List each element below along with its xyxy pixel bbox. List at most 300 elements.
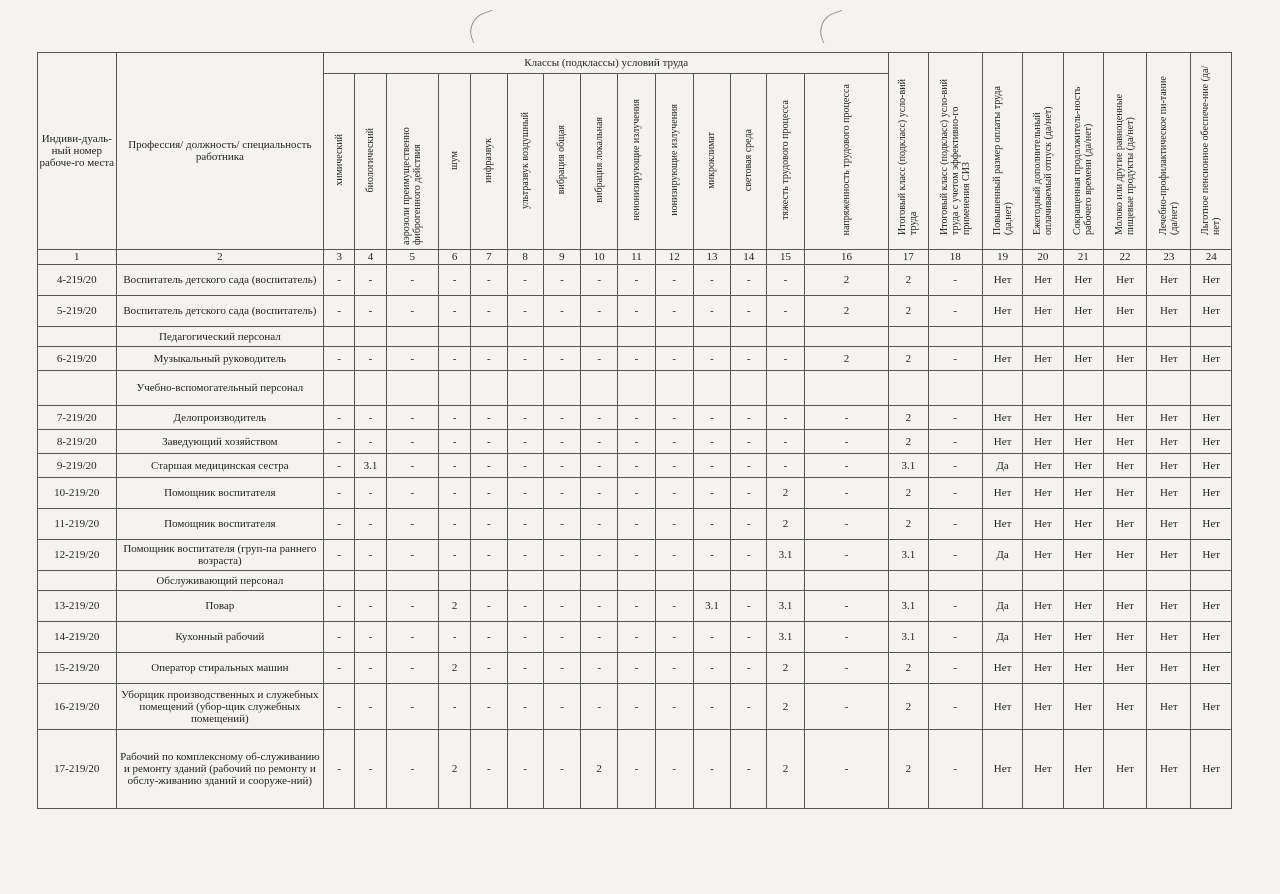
table-cell: 3.1 bbox=[767, 591, 804, 622]
header-factor: вибрация локальная bbox=[581, 74, 618, 250]
table-cell: - bbox=[507, 730, 543, 809]
table-cell: - bbox=[581, 509, 618, 540]
table-cell: - bbox=[355, 347, 386, 371]
header-factor: микроклимат bbox=[693, 74, 730, 250]
table-cell: - bbox=[471, 454, 507, 478]
table-cell: - bbox=[731, 540, 767, 571]
table-cell: - bbox=[804, 430, 889, 454]
table-cell bbox=[507, 327, 543, 347]
table-cell: - bbox=[693, 454, 730, 478]
table-cell: 3.1 bbox=[889, 454, 928, 478]
table-row bbox=[38, 478, 1232, 509]
table-cell bbox=[1063, 571, 1103, 591]
table-cell bbox=[731, 327, 767, 347]
table-cell bbox=[1023, 371, 1063, 406]
table-cell: - bbox=[618, 296, 655, 327]
table-cell bbox=[1023, 571, 1063, 591]
header-factor: тяжесть трудового процесса bbox=[767, 74, 804, 250]
table-cell bbox=[982, 571, 1022, 591]
table-cell: - bbox=[324, 622, 355, 653]
section-row bbox=[38, 327, 1232, 347]
table-cell: - bbox=[507, 430, 543, 454]
table-cell: - bbox=[355, 540, 386, 571]
table-row bbox=[38, 540, 1232, 571]
profession-name: Оператор стиральных машин bbox=[116, 653, 324, 684]
table-cell: - bbox=[767, 454, 804, 478]
table-cell: 2 bbox=[889, 684, 928, 730]
table-cell: - bbox=[928, 540, 982, 571]
table-cell: Нет bbox=[1063, 622, 1103, 653]
table-cell: - bbox=[355, 622, 386, 653]
table-cell: 2 bbox=[767, 730, 804, 809]
table-cell bbox=[324, 571, 355, 591]
table-cell: - bbox=[543, 540, 580, 571]
table-cell: Нет bbox=[1063, 347, 1103, 371]
table-row bbox=[38, 296, 1232, 327]
table-row bbox=[38, 622, 1232, 653]
workplace-number: 12-219/20 bbox=[38, 540, 117, 571]
column-number: 16 bbox=[804, 250, 889, 265]
table-cell: Нет bbox=[1063, 296, 1103, 327]
header-factor: напряженность трудового процесса bbox=[804, 74, 889, 250]
table-cell: Нет bbox=[1063, 509, 1103, 540]
header-factor: шум bbox=[439, 74, 471, 250]
table-cell: - bbox=[471, 730, 507, 809]
table-cell: Нет bbox=[1191, 430, 1232, 454]
profession-name: Уборщик производственных и служебных помещений (убор-щик служебных помещений) bbox=[116, 684, 324, 730]
profession-name: Старшая медицинская сестра bbox=[116, 454, 324, 478]
table-cell bbox=[693, 327, 730, 347]
column-number: 2 bbox=[116, 250, 324, 265]
table-cell bbox=[38, 327, 117, 347]
table-cell bbox=[1103, 371, 1146, 406]
table-cell: - bbox=[355, 509, 386, 540]
table-cell: - bbox=[618, 347, 655, 371]
table-cell: Нет bbox=[1103, 478, 1146, 509]
table-cell bbox=[1023, 327, 1063, 347]
table-cell: - bbox=[386, 478, 438, 509]
table-cell: - bbox=[693, 509, 730, 540]
profession-name: Делопроизводитель bbox=[116, 406, 324, 430]
table-row bbox=[38, 454, 1232, 478]
table-cell: Нет bbox=[982, 265, 1022, 296]
table-cell: - bbox=[928, 478, 982, 509]
table-cell: - bbox=[928, 509, 982, 540]
column-number: 11 bbox=[618, 250, 655, 265]
table-cell bbox=[655, 371, 693, 406]
table-cell: - bbox=[618, 265, 655, 296]
table-cell bbox=[324, 371, 355, 406]
table-cell: - bbox=[731, 622, 767, 653]
column-number: 8 bbox=[507, 250, 543, 265]
table-cell: - bbox=[767, 296, 804, 327]
table-cell: Нет bbox=[1063, 730, 1103, 809]
table-cell: - bbox=[471, 540, 507, 571]
column-number: 13 bbox=[693, 250, 730, 265]
table-cell: 2 bbox=[581, 730, 618, 809]
table-cell: Нет bbox=[1063, 684, 1103, 730]
workplace-number: 5-219/20 bbox=[38, 296, 117, 327]
table-cell: - bbox=[804, 454, 889, 478]
header-extra: Повышенный размер оплаты труда (да,нет) bbox=[982, 53, 1022, 250]
table-cell: Нет bbox=[1103, 296, 1146, 327]
table-cell: Нет bbox=[1103, 430, 1146, 454]
table-cell: Нет bbox=[1191, 347, 1232, 371]
table-cell bbox=[581, 371, 618, 406]
table-cell: - bbox=[386, 347, 438, 371]
table-cell: Нет bbox=[1023, 509, 1063, 540]
workplace-number: 8-219/20 bbox=[38, 430, 117, 454]
table-cell: 2 bbox=[889, 653, 928, 684]
column-number: 12 bbox=[655, 250, 693, 265]
table-cell: - bbox=[386, 591, 438, 622]
table-cell bbox=[928, 327, 982, 347]
table-cell: - bbox=[618, 406, 655, 430]
table-cell: - bbox=[618, 591, 655, 622]
table-cell bbox=[38, 571, 117, 591]
table-cell: - bbox=[355, 478, 386, 509]
header-extra: Молоко или другие равноценные пищевые продукты (да/нет) bbox=[1103, 53, 1146, 250]
table-cell: - bbox=[618, 653, 655, 684]
table-cell: - bbox=[386, 540, 438, 571]
table-cell: - bbox=[804, 509, 889, 540]
table-cell: - bbox=[693, 730, 730, 809]
table-cell: 2 bbox=[767, 684, 804, 730]
table-cell: 2 bbox=[767, 509, 804, 540]
table-cell: - bbox=[324, 430, 355, 454]
table-cell: - bbox=[581, 684, 618, 730]
table-cell bbox=[804, 571, 889, 591]
table-cell: - bbox=[543, 296, 580, 327]
table-cell: - bbox=[804, 478, 889, 509]
table-cell: - bbox=[804, 406, 889, 430]
table-cell bbox=[439, 371, 471, 406]
table-cell: Нет bbox=[1147, 509, 1191, 540]
table-cell: Нет bbox=[1063, 653, 1103, 684]
section-label: Педагогический персонал bbox=[116, 327, 324, 347]
column-number: 3 bbox=[324, 250, 355, 265]
table-cell: Нет bbox=[1063, 430, 1103, 454]
column-number: 7 bbox=[471, 250, 507, 265]
profession-name: Рабочий по комплексному об-служиванию и ремонту зданий (рабочий по ремонту и обслу-живанию зданий и сооруже-ний) bbox=[116, 730, 324, 809]
table-cell bbox=[982, 327, 1022, 347]
column-number: 6 bbox=[439, 250, 471, 265]
workplace-number: 17-219/20 bbox=[38, 730, 117, 809]
table-cell bbox=[581, 327, 618, 347]
column-number: 21 bbox=[1063, 250, 1103, 265]
table-cell: - bbox=[693, 265, 730, 296]
table-cell: - bbox=[731, 454, 767, 478]
table-cell: 3.1 bbox=[889, 540, 928, 571]
table-cell: - bbox=[928, 296, 982, 327]
table-cell: - bbox=[507, 347, 543, 371]
table-cell: Нет bbox=[1103, 540, 1146, 571]
table-row bbox=[38, 406, 1232, 430]
table-cell: - bbox=[928, 591, 982, 622]
table-cell: - bbox=[543, 622, 580, 653]
table-cell: Нет bbox=[1023, 653, 1063, 684]
table-cell: Нет bbox=[1023, 591, 1063, 622]
table-cell: - bbox=[439, 430, 471, 454]
table-cell: - bbox=[439, 509, 471, 540]
column-number: 17 bbox=[889, 250, 928, 265]
workplace-number: 14-219/20 bbox=[38, 622, 117, 653]
table-cell: Нет bbox=[1191, 540, 1232, 571]
table-cell: - bbox=[581, 540, 618, 571]
workplace-number: 6-219/20 bbox=[38, 347, 117, 371]
header-profession: Профессия/ должность/ специальность работника bbox=[116, 53, 324, 250]
table-cell: - bbox=[324, 454, 355, 478]
table-cell: - bbox=[324, 478, 355, 509]
table-cell bbox=[889, 571, 928, 591]
table-cell: - bbox=[507, 622, 543, 653]
table-cell: - bbox=[507, 684, 543, 730]
table-cell: Нет bbox=[982, 430, 1022, 454]
table-row bbox=[38, 265, 1232, 296]
table-cell bbox=[1147, 571, 1191, 591]
header-factor: ионизирующие излучения bbox=[655, 74, 693, 250]
header-extra: Итоговый класс (подкласс) усло-вий труда с учетом эффективно-го применения СИЗ bbox=[928, 53, 982, 250]
table-cell: - bbox=[767, 430, 804, 454]
table-cell: 2 bbox=[889, 509, 928, 540]
profession-name: Музыкальный руководитель bbox=[116, 347, 324, 371]
table-cell: - bbox=[767, 265, 804, 296]
table-cell: - bbox=[731, 509, 767, 540]
table-cell: - bbox=[543, 653, 580, 684]
table-cell: - bbox=[693, 622, 730, 653]
table-cell: - bbox=[324, 653, 355, 684]
table-cell: Нет bbox=[1147, 622, 1191, 653]
table-cell: 2 bbox=[889, 265, 928, 296]
table-cell: - bbox=[471, 478, 507, 509]
table-cell: Нет bbox=[1147, 454, 1191, 478]
table-cell: - bbox=[731, 296, 767, 327]
table-cell: - bbox=[439, 406, 471, 430]
table-cell bbox=[889, 327, 928, 347]
section-label: Обслуживающий персонал bbox=[116, 571, 324, 591]
table-cell: - bbox=[507, 509, 543, 540]
table-cell: - bbox=[655, 265, 693, 296]
table-cell bbox=[543, 371, 580, 406]
table-cell bbox=[1063, 371, 1103, 406]
table-cell: - bbox=[471, 347, 507, 371]
table-cell: - bbox=[355, 684, 386, 730]
table-cell: - bbox=[618, 454, 655, 478]
table-cell: - bbox=[471, 296, 507, 327]
table-cell: - bbox=[355, 406, 386, 430]
table-cell bbox=[1063, 327, 1103, 347]
table-cell: - bbox=[471, 684, 507, 730]
table-cell: 2 bbox=[889, 406, 928, 430]
table-cell: - bbox=[471, 622, 507, 653]
table-cell: - bbox=[731, 730, 767, 809]
column-number: 5 bbox=[386, 250, 438, 265]
table-cell: Да bbox=[982, 591, 1022, 622]
profession-name: Заведующий хозяйством bbox=[116, 430, 324, 454]
table-cell: - bbox=[928, 454, 982, 478]
column-number: 18 bbox=[928, 250, 982, 265]
table-cell: - bbox=[804, 540, 889, 571]
table-cell: 2 bbox=[767, 653, 804, 684]
column-numbers-row bbox=[38, 250, 1232, 265]
table-cell: - bbox=[731, 591, 767, 622]
table-cell bbox=[731, 571, 767, 591]
table-cell: - bbox=[324, 591, 355, 622]
header-classes-title: Классы (подклассы) условий труда bbox=[324, 53, 889, 74]
table-cell: 2 bbox=[804, 347, 889, 371]
header-extra: Лечебно-профилактическое пи-тание (да/нет) bbox=[1147, 53, 1191, 250]
table-cell: - bbox=[471, 430, 507, 454]
scan-mark bbox=[815, 10, 851, 43]
table-cell: - bbox=[928, 684, 982, 730]
table-cell: 2 bbox=[439, 730, 471, 809]
table-cell: - bbox=[655, 509, 693, 540]
table-cell: - bbox=[731, 265, 767, 296]
table-cell: 2 bbox=[889, 296, 928, 327]
table-cell: 3.1 bbox=[889, 622, 928, 653]
table-cell: - bbox=[693, 478, 730, 509]
table-row bbox=[38, 653, 1232, 684]
table-cell: - bbox=[655, 454, 693, 478]
table-cell: - bbox=[655, 591, 693, 622]
table-cell: - bbox=[731, 653, 767, 684]
section-row bbox=[38, 371, 1232, 406]
table-cell bbox=[618, 371, 655, 406]
table-cell: - bbox=[543, 430, 580, 454]
table-cell bbox=[355, 371, 386, 406]
table-cell: 2 bbox=[767, 478, 804, 509]
table-cell bbox=[1191, 327, 1232, 347]
table-cell: Нет bbox=[1023, 406, 1063, 430]
table-cell: Нет bbox=[1063, 454, 1103, 478]
table-cell bbox=[439, 571, 471, 591]
table-cell bbox=[543, 571, 580, 591]
table-cell: - bbox=[655, 684, 693, 730]
table-cell: - bbox=[439, 296, 471, 327]
table-cell: - bbox=[386, 622, 438, 653]
table-cell: Нет bbox=[1023, 684, 1063, 730]
column-number: 15 bbox=[767, 250, 804, 265]
header-extra: Льготное пенсионное обеспече-ние (да/нет) bbox=[1191, 53, 1232, 250]
workplace-number: 16-219/20 bbox=[38, 684, 117, 730]
table-cell bbox=[804, 327, 889, 347]
table-cell: Нет bbox=[1103, 591, 1146, 622]
table-row bbox=[38, 684, 1232, 730]
profession-name: Помощник воспитателя bbox=[116, 478, 324, 509]
table-cell: - bbox=[507, 478, 543, 509]
table-cell: - bbox=[581, 430, 618, 454]
table-cell bbox=[693, 571, 730, 591]
header-extra: Итоговый класс (подкласс) усло-вий труда bbox=[889, 53, 928, 250]
table-cell bbox=[38, 371, 117, 406]
table-cell: - bbox=[324, 296, 355, 327]
table-cell: Нет bbox=[1147, 540, 1191, 571]
table-cell: - bbox=[618, 730, 655, 809]
table-body bbox=[38, 250, 1232, 809]
header-factor: химический bbox=[324, 74, 355, 250]
column-number: 4 bbox=[355, 250, 386, 265]
table-cell: - bbox=[655, 406, 693, 430]
table-cell: - bbox=[324, 265, 355, 296]
table-cell: Нет bbox=[1023, 478, 1063, 509]
table-row bbox=[38, 509, 1232, 540]
table-cell: - bbox=[693, 653, 730, 684]
header-index: Индиви-дуаль-ный номер рабоче-го места bbox=[38, 53, 117, 250]
table-cell: 2 bbox=[804, 265, 889, 296]
table-cell: Нет bbox=[1023, 265, 1063, 296]
table-cell bbox=[471, 327, 507, 347]
table-cell: 3.1 bbox=[693, 591, 730, 622]
table-cell bbox=[1103, 327, 1146, 347]
table-cell: Нет bbox=[982, 730, 1022, 809]
table-cell: Нет bbox=[1147, 591, 1191, 622]
table-cell: Нет bbox=[1191, 622, 1232, 653]
table-cell: - bbox=[543, 591, 580, 622]
table-cell bbox=[889, 371, 928, 406]
table-cell: Да bbox=[982, 540, 1022, 571]
header-extra: Сокращенная продолжитель-ность рабочего времени (да/нет) bbox=[1063, 53, 1103, 250]
table-cell: Нет bbox=[1103, 347, 1146, 371]
table-cell: - bbox=[386, 265, 438, 296]
table-cell: - bbox=[655, 540, 693, 571]
table-cell: - bbox=[324, 540, 355, 571]
workplace-number: 10-219/20 bbox=[38, 478, 117, 509]
table-cell: - bbox=[543, 509, 580, 540]
table-cell: - bbox=[471, 653, 507, 684]
table-cell: - bbox=[324, 730, 355, 809]
column-number: 9 bbox=[543, 250, 580, 265]
table-cell: - bbox=[471, 265, 507, 296]
table-cell: - bbox=[386, 684, 438, 730]
table-cell: - bbox=[507, 454, 543, 478]
table-cell bbox=[471, 571, 507, 591]
table-cell: 2 bbox=[439, 591, 471, 622]
table-cell bbox=[804, 371, 889, 406]
scan-mark bbox=[465, 10, 501, 43]
table-cell bbox=[355, 327, 386, 347]
table-cell: Нет bbox=[1191, 653, 1232, 684]
table-cell: - bbox=[471, 591, 507, 622]
table-cell: Нет bbox=[1103, 622, 1146, 653]
table-cell: - bbox=[655, 730, 693, 809]
profession-name: Повар bbox=[116, 591, 324, 622]
table-cell: 2 bbox=[889, 430, 928, 454]
table-cell: Нет bbox=[1191, 296, 1232, 327]
table-cell bbox=[982, 371, 1022, 406]
table-cell: Нет bbox=[1147, 653, 1191, 684]
table-cell: - bbox=[581, 622, 618, 653]
table-cell: Нет bbox=[1147, 430, 1191, 454]
table-cell bbox=[1147, 371, 1191, 406]
table-cell: Нет bbox=[1147, 296, 1191, 327]
profession-name: Воспитатель детского сада (воспитатель) bbox=[116, 296, 324, 327]
table-cell bbox=[655, 571, 693, 591]
profession-name: Кухонный рабочий bbox=[116, 622, 324, 653]
table-cell: 2 bbox=[889, 730, 928, 809]
table-cell: Нет bbox=[982, 684, 1022, 730]
table-cell bbox=[655, 327, 693, 347]
table-cell: 3.1 bbox=[355, 454, 386, 478]
header-factor: световая среда bbox=[731, 74, 767, 250]
table-cell: - bbox=[581, 406, 618, 430]
table-cell: - bbox=[386, 509, 438, 540]
column-number: 19 bbox=[982, 250, 1022, 265]
table-cell bbox=[439, 327, 471, 347]
table-cell: - bbox=[618, 540, 655, 571]
table-cell: Нет bbox=[1191, 454, 1232, 478]
table-cell: Нет bbox=[1103, 684, 1146, 730]
table-cell: - bbox=[471, 406, 507, 430]
